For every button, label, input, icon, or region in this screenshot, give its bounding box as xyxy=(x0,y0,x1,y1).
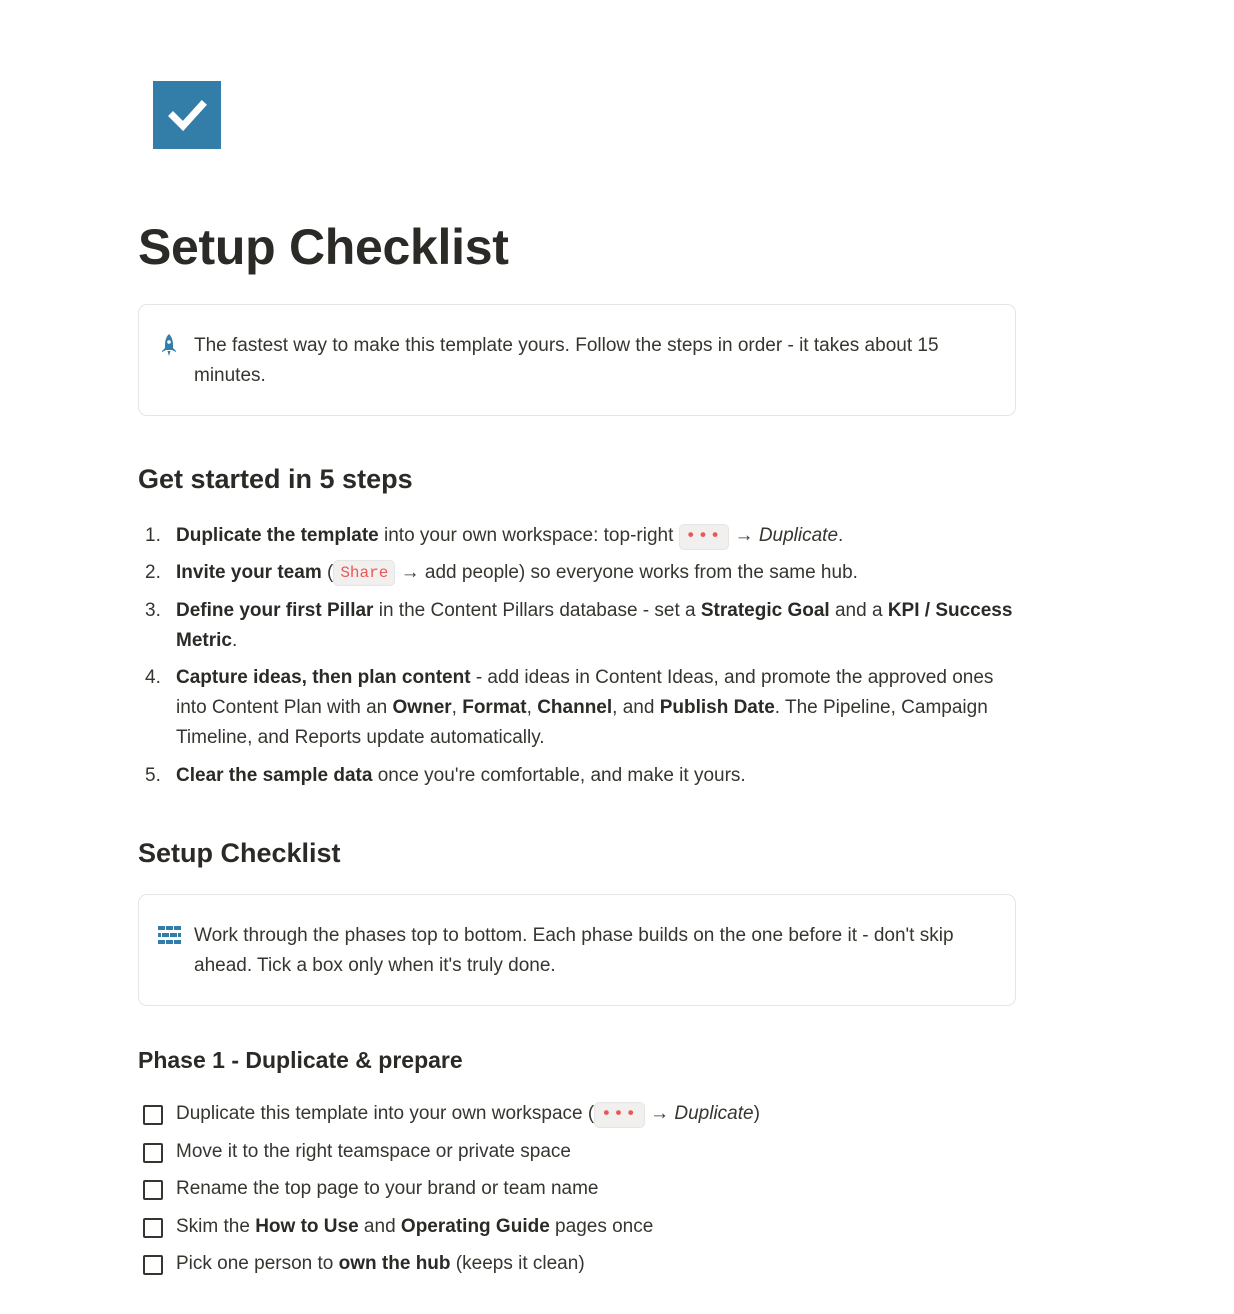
list-item-text xyxy=(176,761,1018,791)
todo-text[interactable] xyxy=(176,1249,585,1279)
intro-callout-text: The fastest way to make this template yours. Follow the steps in order - it takes about 15 minutes. xyxy=(194,335,939,386)
bold-text: Strategic Goal xyxy=(700,600,830,621)
todo-text[interactable] xyxy=(176,1174,598,1204)
steps-heading[interactable]: Get started in 5 steps xyxy=(138,464,413,494)
bold-text: own the hub xyxy=(338,1253,451,1274)
text-span: Pick one person to xyxy=(176,1253,339,1274)
intro-callout xyxy=(138,304,1016,416)
text-span: in the Content Pillars database - set a xyxy=(373,600,701,621)
checklist-callout xyxy=(138,894,1016,1006)
page-title[interactable]: Setup Checklist xyxy=(138,219,509,275)
todo-text[interactable] xyxy=(176,1099,760,1129)
share-code: Share xyxy=(333,560,395,586)
text-span: - add ideas in Content Ideas, and promote the approved ones into Content Plan with an xyxy=(176,667,994,718)
todo-checkbox[interactable] xyxy=(143,1255,163,1275)
bold-text: Define your first Pillar xyxy=(176,600,374,621)
text-span: . xyxy=(838,525,844,546)
text-span: , xyxy=(526,697,538,718)
bold-text: How to Use xyxy=(255,1216,359,1237)
text-span: → xyxy=(644,1103,675,1124)
list-number: 3. xyxy=(145,600,161,621)
rocket-icon[interactable] xyxy=(159,333,179,357)
list-number: 5. xyxy=(145,765,161,786)
text-span: ( xyxy=(321,562,334,583)
more-menu-code: ••• xyxy=(594,1102,645,1128)
list-item-text xyxy=(176,558,1018,588)
checklist-heading[interactable]: Setup Checklist xyxy=(138,838,341,868)
todo-checkbox[interactable] xyxy=(143,1218,163,1238)
phase-heading[interactable]: Phase 1 - Duplicate & prepare xyxy=(138,1047,463,1073)
text-span: . xyxy=(231,630,238,651)
text-span: → add people) so everyone works from the same hub. xyxy=(395,562,858,583)
text-span: Skim the xyxy=(176,1216,256,1237)
list-number: 1. xyxy=(145,525,161,546)
text-span: , and xyxy=(612,697,660,718)
text-span: . The Pipeline, Campaign Timeline, and Reports update automatically. xyxy=(176,697,988,748)
bold-text: Clear the sample data xyxy=(176,765,373,786)
bold-text: Publish Date xyxy=(659,697,775,718)
text-span: Move it to the right teamspace or private space xyxy=(176,1141,571,1162)
bold-text: KPI / Success Metric xyxy=(176,600,1013,651)
todo-text[interactable] xyxy=(176,1137,571,1167)
list-number: 2. xyxy=(145,562,161,583)
text-span: once you're comfortable, and make it yours. xyxy=(372,765,746,786)
text-span: pages once xyxy=(549,1216,654,1237)
text-span: (keeps it clean) xyxy=(450,1253,585,1274)
list-item-text xyxy=(176,521,1018,551)
list-item-text xyxy=(176,596,1018,656)
list-number: 4. xyxy=(145,667,161,688)
bold-text: Operating Guide xyxy=(400,1216,550,1237)
text-span: into your own workspace: top-right xyxy=(378,525,679,546)
bold-text: Owner xyxy=(392,697,452,718)
checked-box-icon[interactable] xyxy=(153,81,221,149)
text-span: and a xyxy=(829,600,888,621)
bold-text: Invite your team xyxy=(176,562,322,583)
todo-checkbox[interactable] xyxy=(143,1105,163,1125)
todo-text[interactable] xyxy=(176,1212,653,1242)
list-item-text xyxy=(176,663,1018,753)
text-span: and xyxy=(358,1216,401,1237)
bold-text: Duplicate the template xyxy=(176,525,379,546)
text-span: Duplicate this template into your own workspace ( xyxy=(176,1103,595,1124)
bold-text: Format xyxy=(462,697,527,718)
bold-text: Capture ideas, then plan content xyxy=(176,667,471,688)
brick-wall-icon[interactable] xyxy=(158,926,182,944)
text-span: Rename the top page to your brand or team name xyxy=(176,1178,599,1199)
bold-text: Channel xyxy=(537,697,613,718)
checklist-callout-text: Work through the phases top to bottom. Each phase builds on the one before it - don't skip ahead. Tick a box only when it's truly done. xyxy=(194,925,954,976)
more-menu-code: ••• xyxy=(679,524,730,550)
checkmark-icon xyxy=(164,92,210,138)
text-span: , xyxy=(451,697,463,718)
todo-checkbox[interactable] xyxy=(143,1180,163,1200)
italic-text: Duplicate xyxy=(758,525,839,546)
text-span: ) xyxy=(753,1103,760,1124)
italic-text: Duplicate xyxy=(674,1103,754,1124)
todo-checkbox[interactable] xyxy=(143,1143,163,1163)
text-span: → xyxy=(729,525,759,546)
